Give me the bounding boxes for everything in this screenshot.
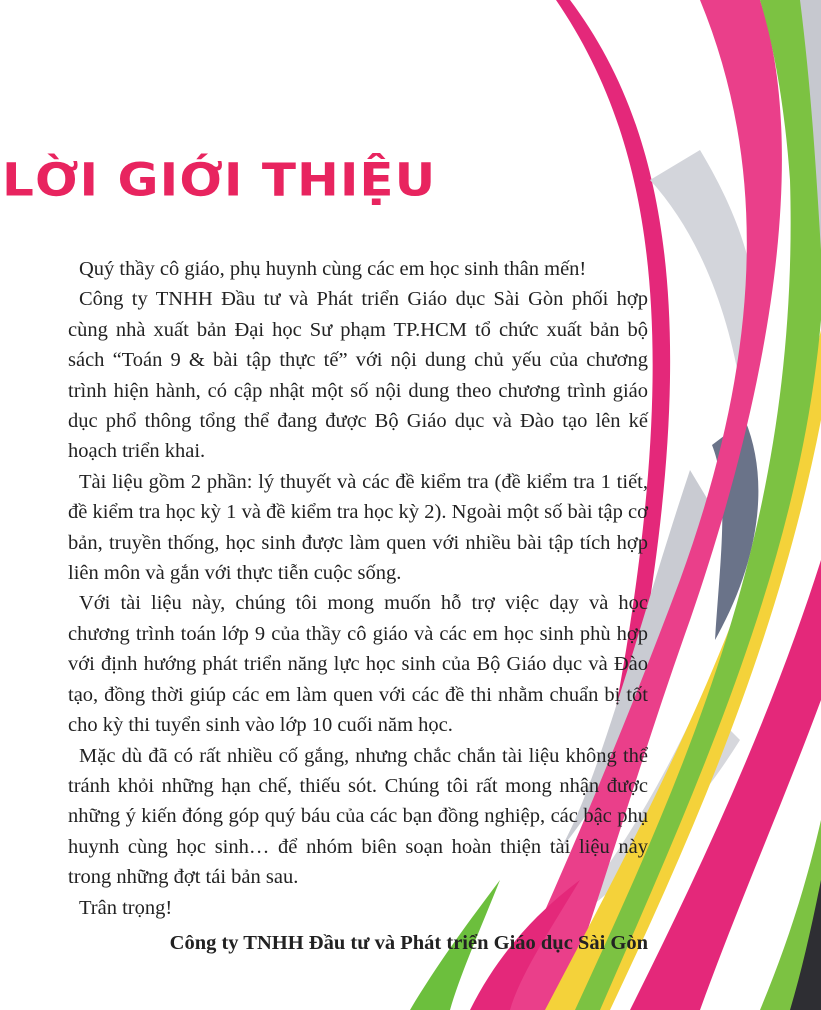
closing-line: Trân trọng! <box>79 896 173 919</box>
introduction-body <box>68 254 648 958</box>
paragraph: Công ty TNHH Đầu tư và Phát triển Giáo dục Sài Gòn phối hợp cùng nhà xuất bản Đại học Sư phạm TP.HCM tổ chức xuất bản bộ sách “Toán 9 & bài tập thực tế” với nội dung chủ yếu của chương trình hiện hành, có cập nhật một số nội dung theo chương trình giáo dục phổ thông tổng thể đang được Bộ Giáo dục và Đào tạo lên kế hoạch triển khai. <box>68 288 648 463</box>
page-title: LỜI GIỚI THIỆU <box>2 153 437 207</box>
greeting-line: Quý thầy cô giáo, phụ huynh cùng các em học sinh thân mến! <box>79 258 587 280</box>
paragraph: Với tài liệu này, chúng tôi mong muốn hỗ trợ việc dạy và học chương trình toán lớp 9 của thầy cô giáo và các em học sinh phù hợp với định hướng phát triển năng lực học sinh của Bộ Giáo dục và Đào tạo, đồng thời giúp các em làm quen với các đề thi nhằm chuẩn bị tốt cho kỳ thi tuyển sinh vào lớp 10 cuối năm học. <box>68 592 648 737</box>
signature-line: Công ty TNHH Đầu tư và Phát triển Giáo dục Sài Gòn <box>169 931 648 954</box>
paragraph: Mặc dù đã có rất nhiều cố gắng, nhưng chắc chắn tài liệu không thể tránh khỏi những hạn chế, thiếu sót. Chúng tôi rất mong nhận được những ý kiến đóng góp quý báu của các bạn đồng nghiệp, các bậc phụ huynh cùng học sinh… để nhóm biên soạn hoàn thiện tài liệu này trong những đợt tái bản sau. <box>68 744 648 889</box>
paragraph: Tài liệu gồm 2 phần: lý thuyết và các đề kiểm tra (đề kiểm tra 1 tiết, đề kiểm tra học kỳ 1 và đề kiểm tra học kỳ 2). Ngoài một số bài tập cơ bản, truyền thống, học sinh được làm quen với nhiều bài tập tích hợp liên môn và gắn với thực tiễn cuộc sống. <box>68 470 648 585</box>
